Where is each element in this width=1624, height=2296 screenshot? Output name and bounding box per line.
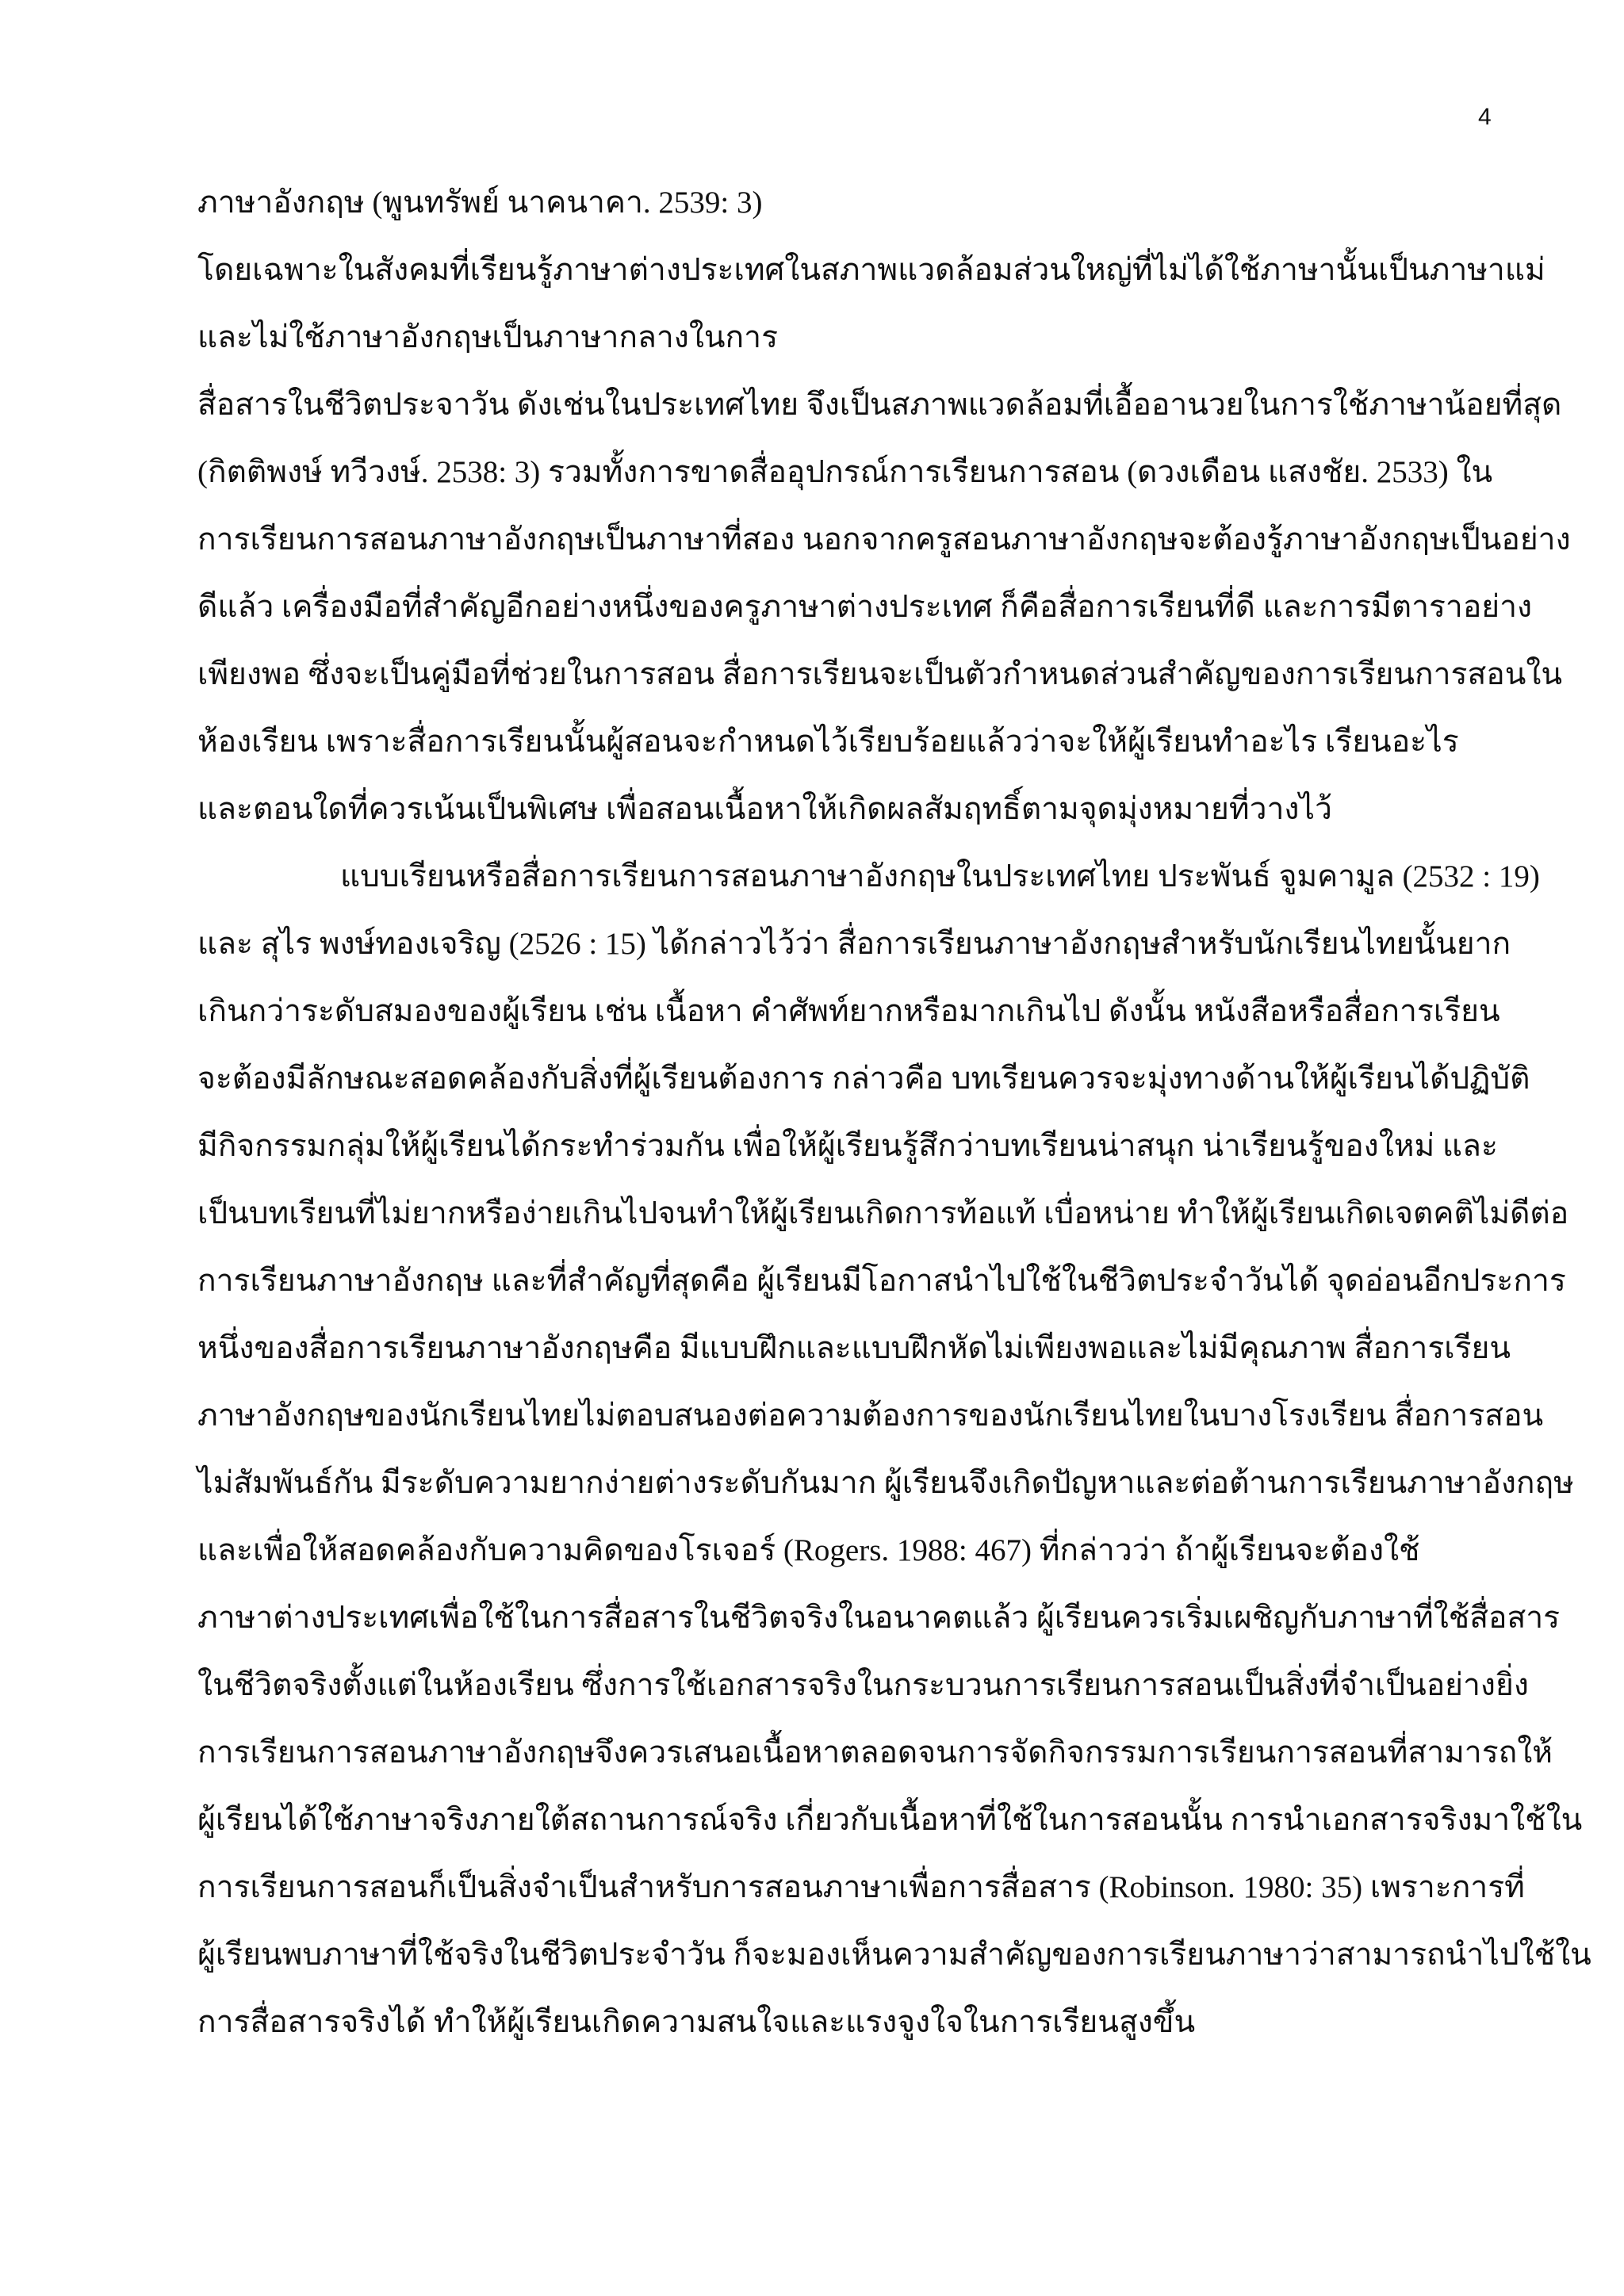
- page-number: 4: [1478, 104, 1492, 130]
- text-line: การเรียนภาษาอังกฤษ และที่สำคัญที่สุดคือ ผู้เรียนมีโอกาสนำไปใช้ในชีวิตประจำวันได้ จุดอ่อนอีกประการ: [197, 1264, 1566, 1298]
- text-line: ห้องเรียน เพราะสื่อการเรียนนั้นผู้สอนจะกำหนดไว้เรียบร้อยแล้วว่าจะให้ผู้เรียนทำอะไร เรียนอะไร: [197, 725, 1459, 759]
- text-line: โดยเฉพาะในสังคมที่เรียนรู้ภาษาต่างประเทศในสภาพแวดล้อมส่วนใหญ่ที่ไม่ได้ใช้ภาษานั้นเป็นภาษาแม่: [197, 253, 1545, 287]
- text-line: จะต้องมีลักษณะสอดคล้องกับสิ่งที่ผู้เรียนต้องการ กล่าวคือ บทเรียนควรจะมุ่งทางด้านให้ผู้เรียนได้ปฏิบัติ: [197, 1062, 1530, 1096]
- text-line: การสื่อสารจริงได้ ทำให้ผู้เรียนเกิดความสนใจและแรงจูงใจในการเรียนสูงขึ้น: [197, 2005, 1196, 2039]
- text-line: และตอนใดที่ควรเน้นเป็นพิเศษ เพื่อสอนเนื้อหาให้เกิดผลสัมฤทธิ์ตามจุดมุ่งหมายที่วางไว้: [197, 792, 1332, 826]
- paragraph-2: [197, 851, 1591, 2064]
- text-line: ผู้เรียนพบภาษาที่ใช้จริงในชีวิตประจำวัน ก็จะมองเห็นความสำคัญของการเรียนภาษาว่าสามารถนำไปใช้ใน: [197, 1938, 1591, 1972]
- text-line: และไม่ใช้ภาษาอังกฤษเป็นภาษากลางในการ: [197, 320, 779, 354]
- document-body: [197, 178, 1591, 2064]
- text-line: สื่อสารในชีวิตประจาวัน ดังเช่นในประเทศไทย จึงเป็นสภาพแวดล้อมที่เอื้ออานวยในการใช้ภาษาน้อยที่สุด: [197, 388, 1562, 422]
- text-line: และ สุไร พงษ์ทองเจริญ (2526 : 15) ได้กล่าวไว้ว่า สื่อการเรียนภาษาอังกฤษสำหรับนักเรียนไทยนั้นยาก: [197, 927, 1511, 961]
- text-line: ภาษาต่างประเทศเพื่อใช้ในการสื่อสารในชีวิตจริงในอนาคตแล้ว ผู้เรียนควรเริ่มเผชิญกับภาษาที่ใช้สื่อสาร: [197, 1601, 1561, 1635]
- text-line: เพียงพอ ซึ่งจะเป็นคู่มือที่ช่วยในการสอน สื่อการเรียนจะเป็นตัวกำหนดส่วนสำคัญของการเรียนการสอนใน: [197, 657, 1563, 691]
- text-line: การเรียนการสอนภาษาอังกฤษเป็นภาษาที่สอง นอกจากครูสอนภาษาอังกฤษจะต้องรู้ภาษาอังกฤษเป็นอย่าง: [197, 522, 1571, 557]
- text-line: ภาษาอังกฤษของนักเรียนไทยไม่ตอบสนองต่อความต้องการของนักเรียนไทยในบางโรงเรียน สื่อการสอน: [197, 1399, 1544, 1433]
- text-line: การเรียนการสอนก็เป็นสิ่งจำเป็นสำหรับการสอนภาษาเพื่อการสื่อสาร (Robinson. 1980: 35) เพราะการที่: [197, 1870, 1525, 1904]
- text-line: ดีแล้ว เครื่องมือที่สำคัญอีกอย่างหนึ่งของครูภาษาต่างประเทศ ก็คือสื่อการเรียนที่ดี และการมีตาราอย่าง: [197, 590, 1533, 624]
- text-line: มีกิจกรรมกลุ่มให้ผู้เรียนได้กระทำร่วมกัน เพื่อให้ผู้เรียนรู้สึกว่าบทเรียนน่าสนุก น่าเรียนรู้ของใหม่ และ: [197, 1129, 1498, 1163]
- text-line: เกินกว่าระดับสมองของผู้เรียน เช่น เนื้อหา คำศัพท์ยากหรือมากเกินไป ดังนั้น หนังสือหรือสื่อการเรียน: [197, 994, 1500, 1028]
- paragraph-1: [197, 178, 1571, 851]
- text-line: ผู้เรียนได้ใช้ภาษาจริงภายใต้สถานการณ์จริง เกี่ยวกับเนื้อหาที่ใช้ในการสอนนั้น การนำเอกสารจริงมาใช้ใน: [197, 1803, 1583, 1837]
- text-line: หนึ่งของสื่อการเรียนภาษาอังกฤษคือ มีแบบฝึกและแบบฝึกหัดไม่เพียงพอและไม่มีคุณภาพ สื่อการเรียน: [197, 1331, 1511, 1365]
- text-line: (กิตติพงษ์ ทวีวงษ์. 2538: 3) รวมทั้งการขาดสื่ออุปกรณ์การเรียนการสอน (ดวงเดือน แสงชัย. 2533) ใน: [197, 455, 1493, 489]
- text-line: ไม่สัมพันธ์กัน มีระดับความยากง่ายต่างระดับกันมาก ผู้เรียนจึงเกิดปัญหาและต่อต้านการเรียนภาษาอังกฤษ: [197, 1466, 1574, 1500]
- text-line: และเพื่อให้สอดคล้องกับความคิดของโรเจอร์ (Rogers. 1988: 467) ที่กล่าวว่า ถ้าผู้เรียนจะต้องใช้: [197, 1533, 1420, 1567]
- text-line: การเรียนการสอนภาษาอังกฤษจึงควรเสนอเนื้อหาตลอดจนการจัดกิจกรรมการเรียนการสอนที่สามารถให้: [197, 1735, 1553, 1770]
- text-line: ในชีวิตจริงตั้งแต่ในห้องเรียน ซึ่งการใช้เอกสารจริงในกระบวนการเรียนการสอนเป็นสิ่งที่จำเป็นอย่างยิ่ง: [197, 1668, 1529, 1702]
- text-line: เป็นบทเรียนที่ไม่ยากหรือง่ายเกินไปจนทำให้ผู้เรียนเกิดการท้อแท้ เบื่อหน่าย ทำให้ผู้เรียนเกิดเจตคติไม่ดีต่อ: [197, 1196, 1569, 1230]
- text-line: ภาษาอังกฤษ (พูนทรัพย์ นาคนาคา. 2539: 3): [197, 186, 763, 220]
- text-line-first-indent: แบบเรียนหรือสื่อการเรียนการสอนภาษาอังกฤษในประเทศไทย ประพันธ์ จูมคามูล (2532 : 19): [340, 859, 1540, 894]
